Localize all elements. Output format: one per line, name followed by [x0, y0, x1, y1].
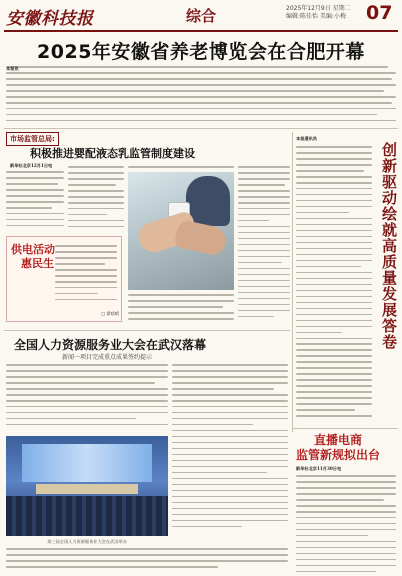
hr-col-right	[172, 364, 288, 534]
column-tag: 市场监管总局:	[6, 132, 59, 146]
poem-body	[55, 245, 117, 305]
lead-byline: 本报讯	[6, 66, 19, 71]
freeze-col-4	[238, 166, 290, 326]
freeze-headline: 积极推进婴配液态乳监管制度建设	[30, 147, 195, 160]
hr-headline: 全国人力资源服务业大会在武汉落幕	[14, 338, 207, 352]
conference-photo	[6, 436, 168, 536]
innovation-byline: 本报通讯员	[296, 136, 317, 141]
poem-byline: □ 翟晴晴	[101, 311, 119, 316]
hands-photo	[128, 172, 234, 290]
live-commerce-body	[296, 475, 396, 575]
freeze-byline: 新华社北京12月1日电	[10, 163, 53, 168]
hr-subheadline: 新闻一项目完成重点成果签约提示	[62, 354, 153, 361]
freeze-col-3-bottom	[128, 294, 234, 326]
divider	[4, 330, 290, 331]
live-commerce-headline: 直播电商 监管新规拟出台	[295, 433, 380, 462]
page-number: 07	[366, 2, 393, 24]
lead-headline: 2025年安徽省养老博览会在合肥开幕	[37, 41, 365, 63]
hr-col-top-left	[6, 364, 168, 432]
freeze-col-2	[68, 166, 124, 232]
issue-date: 2025年12月9日 星期二	[286, 5, 351, 12]
dateline	[286, 5, 351, 21]
innovation-body	[296, 146, 372, 426]
divider	[292, 428, 398, 429]
poem-title: 供电活动 惠民生	[11, 243, 55, 270]
divider	[4, 128, 398, 129]
masthead-rule	[4, 30, 398, 32]
freeze-col-1	[6, 171, 64, 231]
section-name: 综合	[186, 7, 217, 25]
photo-caption: 第三届全国人力资源服务业大会在武汉举办	[47, 539, 127, 544]
hr-bottom-text	[6, 548, 288, 574]
newspaper-logo: 安徽科技报	[6, 9, 94, 29]
poem-box	[6, 236, 122, 322]
live-byline: 新华社北京11月30日电	[296, 466, 342, 471]
lead-body-text	[6, 66, 396, 126]
masthead	[0, 0, 402, 32]
editor-credit: 编辑:陈佳怡 美编:小梅	[286, 13, 346, 20]
divider	[292, 132, 293, 432]
innovation-headline: 创新驱动绘就高质量发展答卷	[380, 142, 398, 350]
